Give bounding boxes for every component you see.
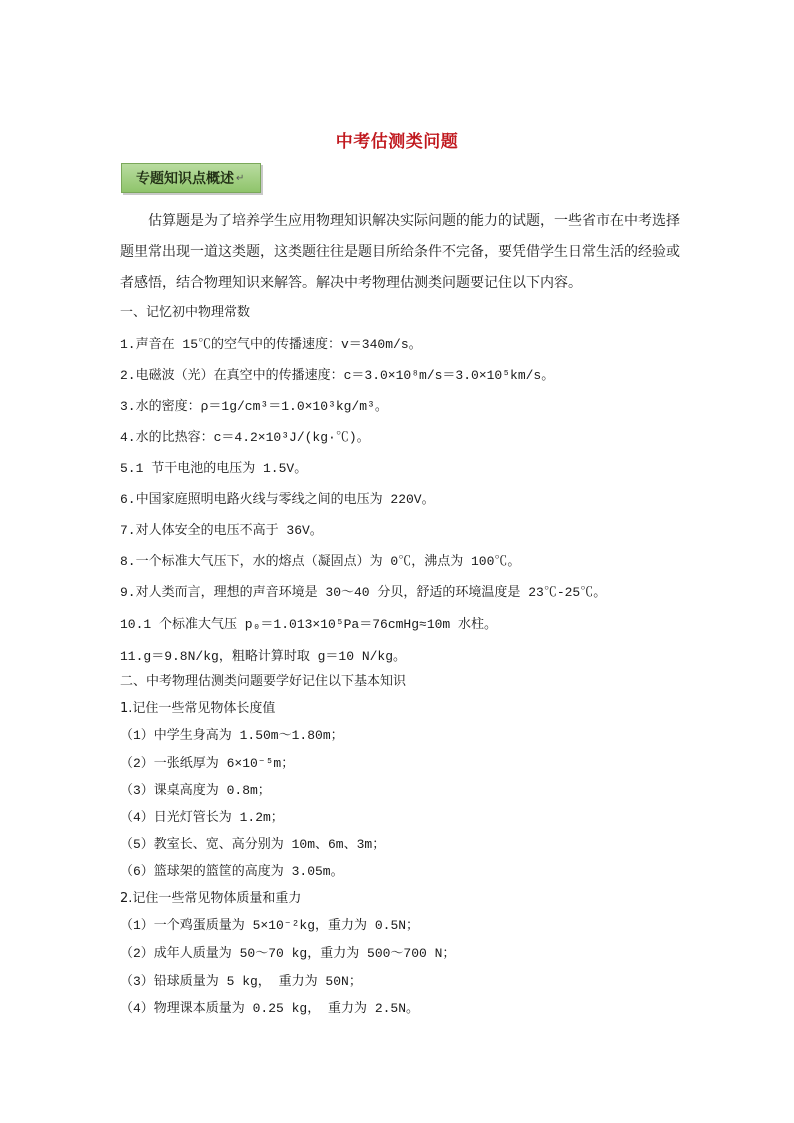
paragraph-mark-icon: ↵ [236,172,245,184]
length-item: （2）一张纸厚为 6×10⁻⁵m； [120,756,295,771]
constant-item: 4.水的比热容：c＝4.2×10³J/(kg·℃)。 [120,430,370,445]
length-item: （4）日光灯管长为 1.2m； [120,810,284,825]
length-item: （5）教室长、宽、高分别为 10m、6m、3m； [120,837,386,852]
mass-item: （4）物理课本质量为 0.25 kg， 重力为 2.5N。 [120,1001,420,1016]
constant-item: 2.电磁波（光）在真空中的传播速度：c＝3.0×10⁸m/s＝3.0×10⁵km/s。 [120,368,555,383]
constant-item: 8.一个标准大气压下，水的熔点（凝固点）为 0℃，沸点为 100℃。 [120,554,521,569]
subsection-heading-mass: 2.记住一些常见物体质量和重力 [120,891,302,906]
constant-item: 11.g＝9.8N/kg，粗略计算时取 g＝10 N/kg。 [120,649,407,664]
intro-paragraph: 估算题是为了培养学生应用物理知识解决实际问题的能力的试题，一些省市在中考选择题里常出现一道这类题，这类题往往是题目所给条件不完备，要凭借学生日常生活的经验或者感悟，结合物理知识来解答。解决中考物理估测类问题要记住以下内容。 [120,213,680,291]
mass-item: （1）一个鸡蛋质量为 5×10⁻²kg，重力为 0.5N； [120,918,420,933]
constant-item: 6.中国家庭照明电路火线与零线之间的电压为 220V。 [120,492,435,507]
subsection-heading-length: 1.记住一些常见物体长度值 [120,701,276,716]
length-item: （6）篮球架的篮筐的高度为 3.05m。 [120,864,344,879]
constant-item: 9.对人类而言，理想的声音环境是 30～40 分贝，舒适的环境温度是 23℃-25℃。 [120,585,607,600]
mass-item: （3）铅球质量为 5 kg， 重力为 50N； [120,974,362,989]
section-banner [121,163,261,193]
document-title: 中考估测类问题 [335,132,459,152]
banner-label: 专题知识点概述 [136,171,234,187]
length-item: （3）课桌高度为 0.8m； [120,783,271,798]
constant-item: 7.对人体安全的电压不高于 36V。 [120,523,323,538]
constant-item: 10.1 个标准大气压 p₀＝1.013×10⁵Pa＝76cmHg≈10m 水柱。 [120,617,498,632]
constant-item: 5.1 节干电池的电压为 1.5V。 [120,461,308,476]
section-heading-2: 二、中考物理估测类问题要学好记住以下基本知识 [120,674,407,689]
mass-item: （2）成年人质量为 50～70 kg，重力为 500～700 N； [120,946,456,961]
length-item: （1）中学生身高为 1.50m～1.80m； [120,728,344,743]
section-heading-1: 一、记忆初中物理常数 [120,305,251,320]
constant-item: 3.水的密度：ρ＝1g/cm³＝1.0×10³kg/m³。 [120,399,388,414]
constant-item: 1.声音在 15℃的空气中的传播速度：v＝340m/s。 [120,337,422,352]
